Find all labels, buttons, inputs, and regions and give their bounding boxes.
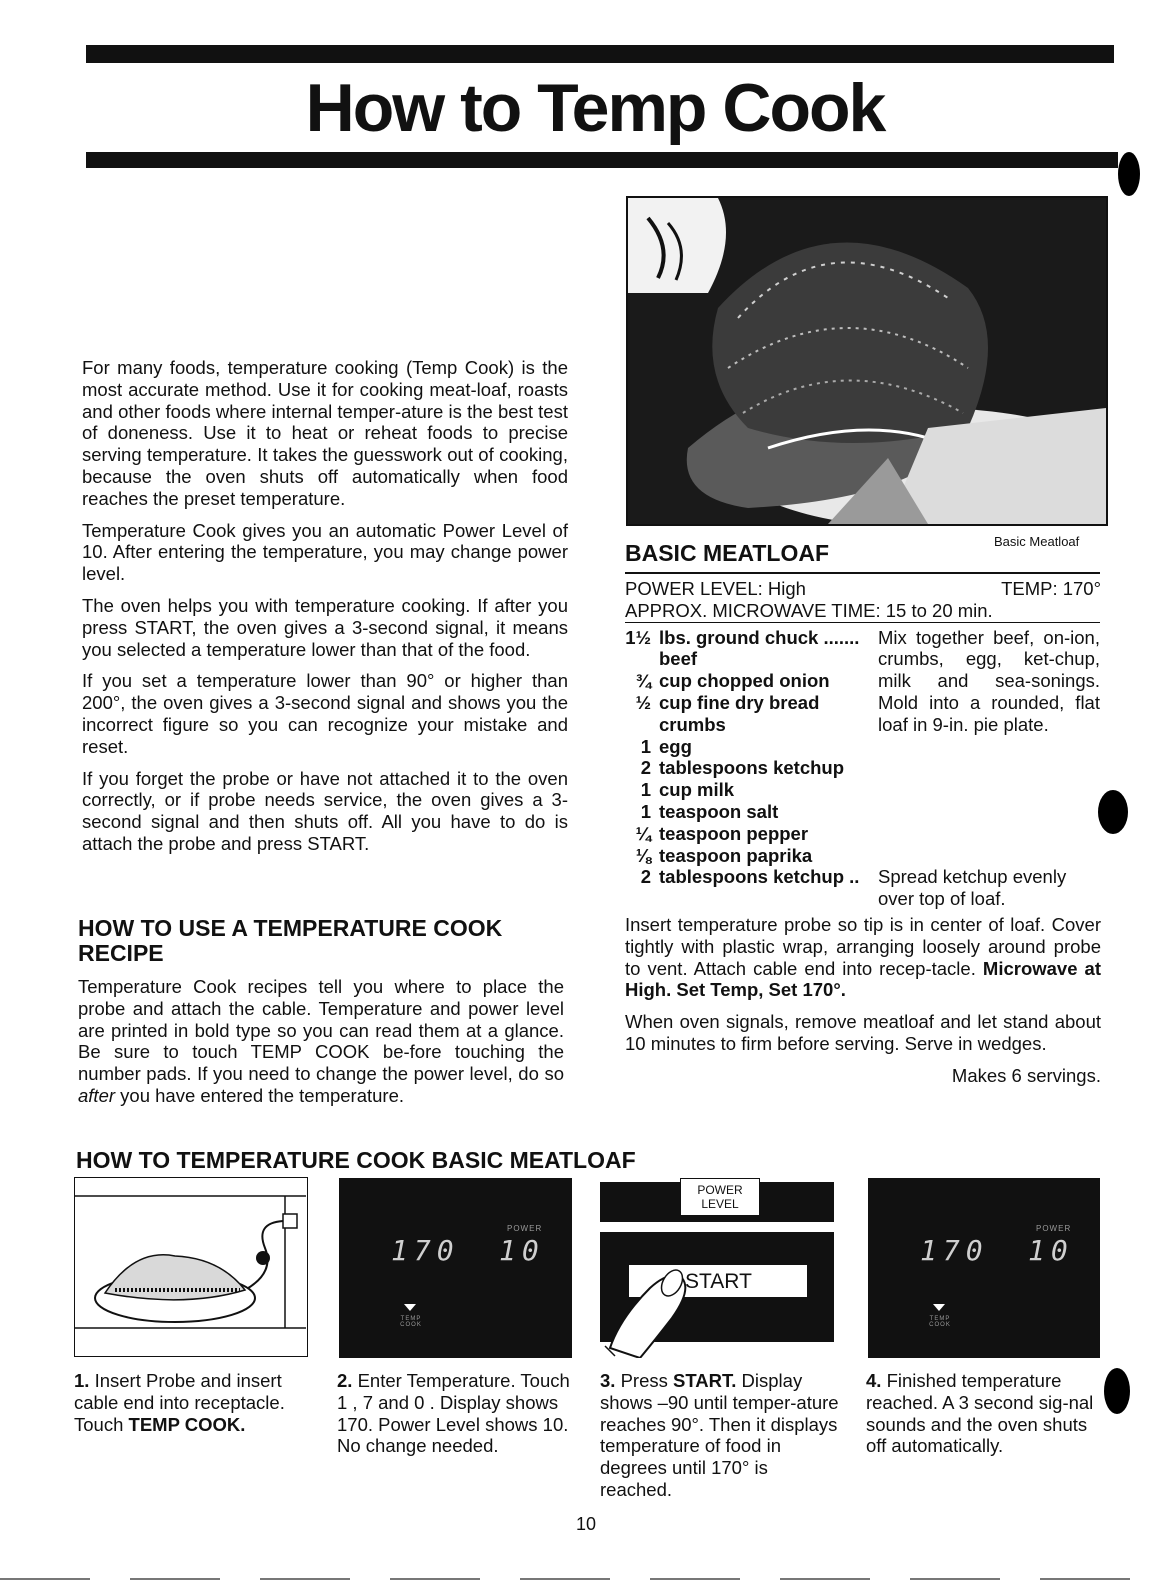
intro-paragraph: If you forget the probe or have not attached it to the oven correctly, or if probe needs service, the oven gives a 3-second signal and then shuts off. All you have to do is attach the probe and press START. [82, 767, 568, 854]
finger-icon [600, 1178, 834, 1358]
step-text: Press [620, 1370, 674, 1391]
step-text: Enter Temperature. Touch 1 , 7 and 0 . Display shows 170. Power Level shows 10. No change needed. [337, 1370, 570, 1457]
display-temp: 170 [391, 1234, 460, 1267]
step-text: Finished temperature reached. A 3 second sig-nal sounds and the oven shuts off automatically. [866, 1370, 1094, 1457]
step3-start-illustration [600, 1178, 834, 1358]
mix-instruction: Mix together beef, on-ion, crumbs, egg, ket-chup, milk and sea-sonings. Mold into a rounded, flat loaf in 9-in. pie plate. [878, 626, 1100, 735]
step-bold: START. [673, 1370, 737, 1391]
page-title: How to Temp Cook [305, 70, 885, 146]
step-bold: TEMP COOK. [128, 1413, 246, 1435]
ingredient-list [625, 627, 878, 867]
probe-bold: Microwave at High. Set Temp, Set 170°. [625, 957, 1102, 1001]
title-rule [86, 152, 1118, 168]
power-level-label: POWER LEVEL [697, 1183, 743, 1211]
topping-instruction: Spread ketchup evenly over top of loaf. [878, 866, 1067, 910]
how-to-use-body-a: Temperature Cook recipes tell you where to place the probe and attach the cable. Temperature and power level are printed in bold type so you can read them at a glance. Be sure to touch TEMP COOK be-fore touching the number pads. If you need to change the power level, do so [78, 976, 564, 1085]
probe-instruction [625, 914, 1101, 1001]
how-to-use-heading: HOW TO USE A TEMPERATURE COOK RECIPE [78, 915, 503, 966]
recipe-title: BASIC MEATLOAF [625, 540, 830, 566]
indicator-arrow-icon [404, 1304, 416, 1311]
intro-paragraph: Temperature Cook gives you an automatic Power Level of 10. After entering the temperature, you may change power level. [82, 519, 568, 585]
ingredient-row: 1 teaspoon salt [640, 800, 779, 822]
topping-row: 2 tablespoons ketchup .. [640, 866, 860, 888]
indicator-arrow-icon [933, 1304, 945, 1311]
ingredient-row: ⅛ teaspoon paprika [635, 844, 813, 866]
display-power: 10 [1028, 1234, 1074, 1267]
step2-display-panel [339, 1178, 572, 1358]
intro-paragraph: The oven helps you with temperature cooking. If after you press START, the oven gives a 3-second signal, it means you selected a temperature lower than that of the food. [82, 594, 568, 660]
how-to-use-section [78, 916, 564, 1107]
page-number: 10 [575, 1514, 597, 1534]
meatloaf-illustration [628, 198, 1106, 524]
step-text: Insert Probe and insert cable end into receptacle. Touch [74, 1370, 285, 1435]
step-4 [866, 1370, 1094, 1457]
probe-in-oven-icon [75, 1178, 306, 1355]
ingredient-row: 1½ lbs. ground chuck ....... beef [625, 626, 860, 670]
recipe-card [625, 541, 1101, 1087]
intro-paragraph: For many foods, temperature cooking (Temp Cook) is the most accurate method. Use it for cooking meat-loaf, roasts and other foods where internal temper-ature is the best test of doneness. Use it to heat or reheat foods to precise serving temperature. It takes the guesswork out of cooking, because the oven shuts off automatically when food reaches the preset temperature. [82, 357, 568, 509]
photo-caption: Basic Meatloaf [994, 534, 1080, 549]
ingredient-row: ¼ teaspoon pepper [635, 822, 809, 844]
probe-text: Insert temperature probe so tip is in center of loaf. Cover tightly with plastic wrap, arranging loosely around probe to vent. Attach cable end into recep-tacle. [625, 913, 1101, 979]
ingredient-row: 1 egg [640, 735, 692, 757]
ingredient-row: ¾ cup chopped onion [635, 670, 830, 692]
step-1 [74, 1370, 314, 1435]
recipe-temp: TEMP: 170° [1001, 578, 1101, 599]
steps-heading: HOW TO TEMPERATURE COOK BASIC MEATLOAF [76, 1147, 636, 1173]
how-to-use-body-b: you have entered the temperature. [115, 1084, 405, 1106]
step-number: 3. [600, 1370, 616, 1391]
start-label: START [685, 1270, 752, 1293]
step1-oven-illustration [74, 1177, 308, 1357]
meatloaf-photo [626, 196, 1108, 526]
servings: Makes 6 servings. [951, 1064, 1101, 1086]
intro-text [82, 357, 568, 865]
step-number: 4. [866, 1370, 882, 1391]
how-to-use-body [78, 976, 564, 1107]
step-number: 2. [337, 1370, 353, 1391]
step-3 [600, 1370, 840, 1501]
ingredient-row: ½ cup fine dry bread crumbs [635, 691, 820, 735]
ingredient-row: 1 cup milk [640, 779, 735, 801]
step-text: Display shows –90 until temper-ature reaches 90°. Then it displays temperature of food in degrees until 170° is reached. [600, 1370, 839, 1500]
ingredient-row: 2 tablespoons ketchup [640, 757, 845, 779]
temp-cook-label: TEMP COOK [929, 1316, 951, 1328]
recipe-power-level: POWER LEVEL: High [625, 578, 806, 599]
display-temp: 170 [920, 1234, 989, 1267]
display-power: 10 [499, 1234, 545, 1267]
recipe-time: APPROX. MICROWAVE TIME: 15 to 20 min. [625, 599, 993, 621]
top-rule [86, 45, 1114, 63]
stand-instruction: When oven signals, remove meatloaf and let stand about 10 minutes to firm before serving. Serve in wedges. [625, 1011, 1101, 1054]
step-number: 1. [74, 1370, 90, 1391]
how-to-use-italic: after [78, 1084, 116, 1106]
intro-paragraph: If you set a temperature lower than 90° or higher than 200°, the oven gives a 3-second signal and shows you the incorrect figure so you can recognize your mistake and reset. [82, 670, 568, 757]
punch-hole-bottom [1104, 1368, 1130, 1414]
recipe-divider [625, 622, 1100, 623]
power-label: POWER [507, 1224, 543, 1233]
power-label: POWER [1036, 1224, 1072, 1233]
punch-hole-middle [1098, 790, 1128, 834]
bottom-edge-marks [0, 1578, 1151, 1580]
recipe-divider [625, 572, 1100, 574]
temp-cook-label: TEMP COOK [400, 1316, 422, 1328]
step-2 [337, 1370, 577, 1457]
punch-hole-top [1118, 152, 1140, 196]
step4-display-panel [868, 1178, 1100, 1358]
